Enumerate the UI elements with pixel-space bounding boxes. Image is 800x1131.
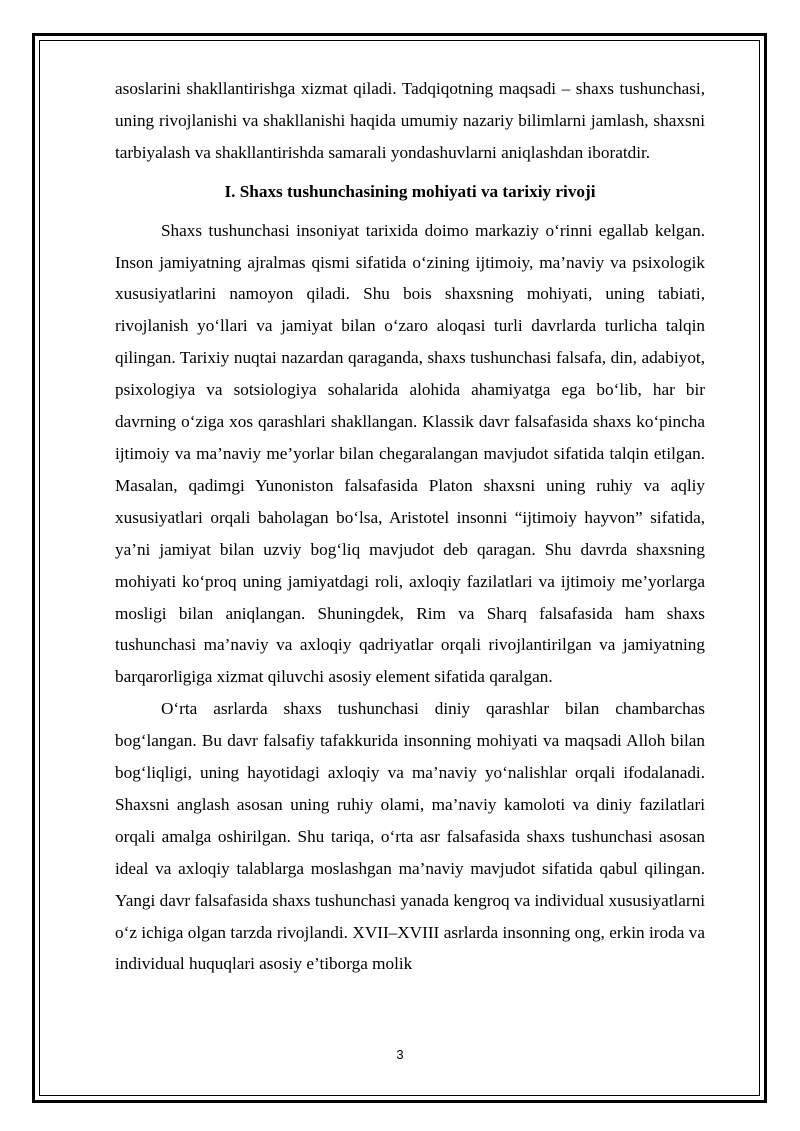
paragraph-continuation: asoslarini shakllantirishga xizmat qiladi. Tadqiqotning maqsadi – shaxs tushunchasi, uning rivojlanishi va shakllanishi haqida umumiy nazariy bilimlarni jamlash, shaxsni tarbiyalash va shakllantirishda samarali yondashuvlarni aniqlashdan iboratdir. [115, 79, 705, 162]
paragraph-classical-period: Shaxs tushunchasi insoniyat tarixida doimo markaziy o‘rinni egallab kelgan. Inson jamiyatning ajralmas qismi sifatida o‘zining ijtimoiy, ma’naviy va psixologik xususiyatlarini namoyon qiladi. Shu bois shaxsning mohiyati, uning tabiati, rivojlanish yo‘llari va jamiyat bilan o‘zaro aloqasi turli davrlarda turlicha talqin qilingan. Tarixiy nuqtai nazardan qaraganda, shaxs tushunchasi falsafa, din, adabiyot, psixologiya va sotsiologiya sohalarida alohida ahamiyatga ega bo‘lib, har bir davrning o‘ziga xos qarashlari shakllangan. Klassik davr falsafasida shaxs ko‘pincha ijtimoiy va ma’naviy me’yorlar bilan chegaralangan mavjudot sifatida talqin etilgan. Masalan, qadimgi Yunoniston falsafasida Platon shaxsni uning ruhiy va aqliy xususiyatlari orqali baholagan bo‘lsa, Aristotel insonni “ijtimoiy hayvon” sifatida, ya’ni jamiyat bilan uzviy bog‘liq mavjudot deb qaragan. Shu davrda shaxsning mohiyati ko‘proq uning jamiyatdagi roli, axloqiy fazilatlari va ijtimoiy me’yorlarga mosligi bilan aniqlangan. Shuningdek, Rim va Sharq falsafasida ham shaxs tushunchasi ma’naviy va axloqiy qadriyatlar orqali rivojlantirilgan va jamiyatning barqarorligiga xizmat qiluvchi asosiy element sifatida qaralgan. [115, 220, 705, 687]
section-heading: I. Shaxs tushunchasining mohiyati va tarixiy rivoji [224, 181, 596, 201]
paragraph-middle-ages: O‘rta asrlarda shaxs tushunchasi diniy qarashlar bilan chambarchas bog‘langan. Bu davr falsafiy tafakkurida insonning mohiyati va maqsadi Alloh bilan bog‘liqligi, uning hayotidagi axloqiy va ma’naviy yo‘nalishlar orqali ifodalanadi. Shaxsni anglash asosan uning ruhiy olami, ma’naviy kamoloti va diniy fazilatlari orqali amalga oshirilgan. Shu tariqa, o‘rta asr falsafasida shaxs tushunchasi asosan ideal va axloqiy talablarga moslashgan ma’naviy mavjudot sifatida qabul qilingan. Yangi davr falsafasida shaxs tushunchasi yanada kengroq va individual xususiyatlarni o‘z ichiga olgan tarzda rivojlandi. XVII–XVIII asrlarda insonning ong, erkin iroda va individual huquqlari asosiy e’tiborga molik [115, 699, 705, 974]
page-number: 3 [396, 1047, 404, 1062]
document-body [115, 73, 705, 980]
